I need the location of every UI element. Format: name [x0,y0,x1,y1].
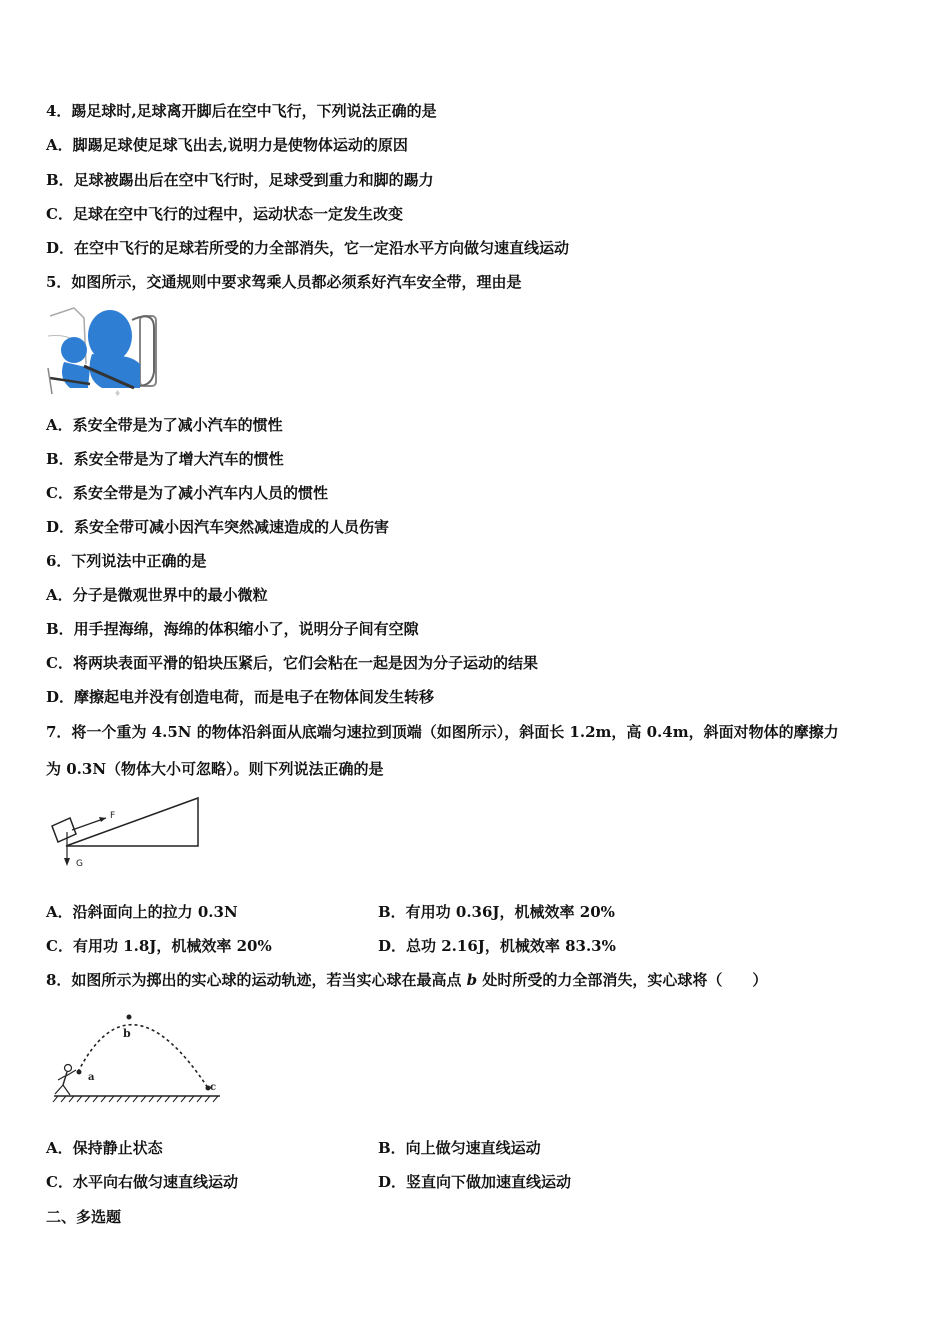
q8-stem [46,969,767,991]
q8-option-c: C．水平向右做匀速直线运动 [46,1173,238,1191]
q4-option-d: D．在空中飞行的足球若所受的力全部消失，它一定沿水平方向做匀速直线运动 [46,239,570,257]
q8-stem-post: 处时所受的力全部消失，实心球将（ ） [477,971,768,989]
trajectory-label-b: b [123,1027,131,1040]
incline-figure [46,792,206,876]
seatbelt-figure [44,306,162,398]
q7-stem-line1: 7．将一个重为 4.5N 的物体沿斜面从底端匀速拉到顶端（如图所示），斜面长 1.2m，高 0.4m，斜面对物体的摩擦力 [46,723,839,741]
q4-option-a: A．脚踢足球使足球飞出去,说明力是使物体运动的原因 [46,136,408,154]
q7-option-b: B．有用功 0.36J，机械效率 20% [378,903,615,921]
q8-option-a: A．保持静止状态 [46,1139,163,1157]
q4-option-b: B．足球被踢出后在空中飞行时，足球受到重力和脚的踢力 [46,171,434,189]
q6-option-b: B．用手捏海绵，海绵的体积缩小了，说明分子间有空隙 [46,620,419,638]
q8-stem-pre: 8．如图所示为掷出的实心球的运动轨迹，若当实心球在最高点 [46,971,467,989]
trajectory-figure [50,1010,225,1105]
q6-stem: 6．下列说法中正确的是 [46,552,207,570]
q6-option-c: C．将两块表面平滑的铅块压紧后，它们会粘在一起是因为分子运动的结果 [46,654,538,672]
q7-option-d: D．总功 2.16J，机械效率 83.3% [378,937,616,955]
incline-label-f: F [110,811,116,821]
q4-stem: 4．踢足球时,足球离开脚后在空中飞行，下列说法正确的是 [46,102,437,120]
q5-option-a: A．系安全带是为了减小汽车的惯性 [46,416,283,434]
q6-option-d: D．摩擦起电并没有创造电荷，而是电子在物体间发生转移 [46,688,435,706]
trajectory-label-c: c [210,1082,217,1093]
incline-label-g: G [76,859,83,869]
q5-option-c: C．系安全带是为了减小汽车内人员的惯性 [46,484,328,502]
q8-option-b: B．向上做匀速直线运动 [378,1139,541,1157]
svg-text:♦: ♦ [114,389,122,398]
q8-option-d: D．竖直向下做加速直线运动 [378,1173,572,1191]
q6-option-a: A．分子是微观世界中的最小微粒 [46,586,268,604]
q7-stem-line2: 为 0.3N（物体大小可忽略）。则下列说法正确的是 [46,760,384,778]
q5-stem: 5．如图所示，交通规则中要求驾乘人员都必须系好汽车安全带，理由是 [46,273,522,291]
q5-option-d: D．系安全带可减小因汽车突然减速造成的人员伤害 [46,518,390,536]
section-heading: 二、多选题 [46,1208,122,1226]
q4-option-c: C．足球在空中飞行的过程中，运动状态一定发生改变 [46,205,403,223]
q5-option-b: B．系安全带是为了增大汽车的惯性 [46,450,284,468]
q7-option-c: C．有用功 1.8J，机械效率 20% [46,937,272,955]
q8-stem-var: b [466,971,478,989]
q7-option-a: A．沿斜面向上的拉力 0.3N [46,903,238,921]
trajectory-label-a: a [88,1072,95,1083]
